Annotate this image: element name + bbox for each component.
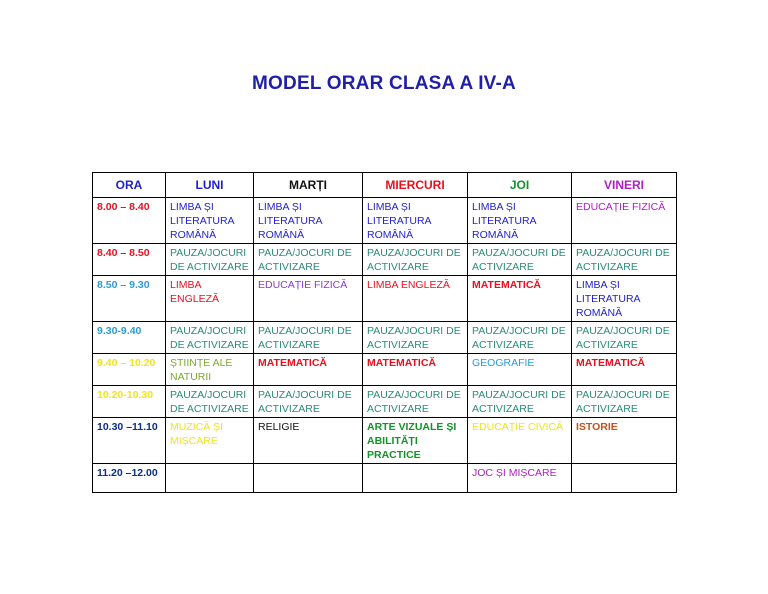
subject-cell: MATEMATICĂ [468, 276, 572, 322]
subject-cell: PAUZA/JOCURI DE ACTIVIZARE [572, 386, 677, 418]
header-vineri: VINERI [572, 173, 677, 198]
subject-cell: LIMBA ENGLEZĂ [166, 276, 254, 322]
table-row [93, 386, 677, 418]
subject-cell: MATEMATICĂ [572, 354, 677, 386]
page-title: MODEL ORAR CLASA A IV-A [252, 73, 516, 94]
timetable [92, 172, 677, 493]
header-marti: MARȚI [254, 173, 363, 198]
subject-cell: MUZICĂ ȘI MIȘCARE [166, 418, 254, 464]
subject-cell: ISTORIE [572, 418, 677, 464]
subject-cell: PAUZA/JOCURI DE ACTIVIZARE [166, 322, 254, 354]
subject-cell: PAUZA/JOCURI DE ACTIVIZARE [572, 244, 677, 276]
table-row [93, 198, 677, 244]
subject-cell: PAUZA/JOCURI DE ACTIVIZARE [468, 244, 572, 276]
subject-cell: RELIGIE [254, 418, 363, 464]
subject-cell: PAUZA/JOCURI DE ACTIVIZARE [166, 386, 254, 418]
subject-cell: LIMBA ȘI LITERATURA ROMÂNĂ [468, 198, 572, 244]
subject-cell: LIMBA ȘI LITERATURA ROMÂNĂ [166, 198, 254, 244]
time-cell: 10.30 –11.10 [93, 418, 166, 464]
header-luni: LUNI [166, 173, 254, 198]
table-row [93, 418, 677, 464]
subject-cell [363, 464, 468, 493]
time-cell: 8.50 – 9.30 [93, 276, 166, 322]
time-cell: 9.40 – 10.20 [93, 354, 166, 386]
subject-cell: EDUCAȚIE FIZICĂ [254, 276, 363, 322]
subject-cell: ȘTIINȚE ALE NATURII [166, 354, 254, 386]
subject-cell: LIMBA ENGLEZĂ [363, 276, 468, 322]
subject-cell: PAUZA/JOCURI DE ACTIVIZARE [254, 322, 363, 354]
time-cell: 10.20-10.30 [93, 386, 166, 418]
subject-cell: PAUZA/JOCURI DE ACTIVIZARE [254, 386, 363, 418]
time-cell: 8.40 – 8.50 [93, 244, 166, 276]
table-row [93, 244, 677, 276]
table-row [93, 322, 677, 354]
subject-cell: PAUZA/JOCURI DE ACTIVIZARE [468, 386, 572, 418]
subject-cell [166, 464, 254, 493]
header-ora: ORA [93, 173, 166, 198]
table-row [93, 354, 677, 386]
subject-cell: MATEMATICĂ [254, 354, 363, 386]
subject-cell: PAUZA/JOCURI DE ACTIVIZARE [572, 322, 677, 354]
header-joi: JOI [468, 173, 572, 198]
subject-cell [254, 464, 363, 493]
subject-cell [572, 464, 677, 493]
subject-cell: MATEMATICĂ [363, 354, 468, 386]
header-row [93, 173, 677, 198]
header-miercuri: MIERCURI [363, 173, 468, 198]
subject-cell: PAUZA/JOCURI DE ACTIVIZARE [166, 244, 254, 276]
subject-cell: LIMBA ȘI LITERATURA ROMÂNĂ [572, 276, 677, 322]
subject-cell: PAUZA/JOCURI DE ACTIVIZARE [468, 322, 572, 354]
subject-cell: PAUZA/JOCURI DE ACTIVIZARE [254, 244, 363, 276]
subject-cell: JOC ȘI MIȘCARE [468, 464, 572, 493]
subject-cell: ARTE VIZUALE ȘI ABILITĂȚI PRACTICE [363, 418, 468, 464]
subject-cell: LIMBA ȘI LITERATURA ROMÂNĂ [254, 198, 363, 244]
table-row [93, 276, 677, 322]
time-cell: 9.30-9.40 [93, 322, 166, 354]
subject-cell: EDUCAȚIE FIZICĂ [572, 198, 677, 244]
subject-cell: EDUCAȚIE CIVICĂ [468, 418, 572, 464]
subject-cell: GEOGRAFIE [468, 354, 572, 386]
subject-cell: PAUZA/JOCURI DE ACTIVIZARE [363, 322, 468, 354]
subject-cell: PAUZA/JOCURI DE ACTIVIZARE [363, 386, 468, 418]
time-cell: 8.00 – 8.40 [93, 198, 166, 244]
subject-cell: PAUZA/JOCURI DE ACTIVIZARE [363, 244, 468, 276]
time-cell: 11.20 –12.00 [93, 464, 166, 493]
subject-cell: LIMBA ȘI LITERATURA ROMÂNĂ [363, 198, 468, 244]
table-row [93, 464, 677, 493]
